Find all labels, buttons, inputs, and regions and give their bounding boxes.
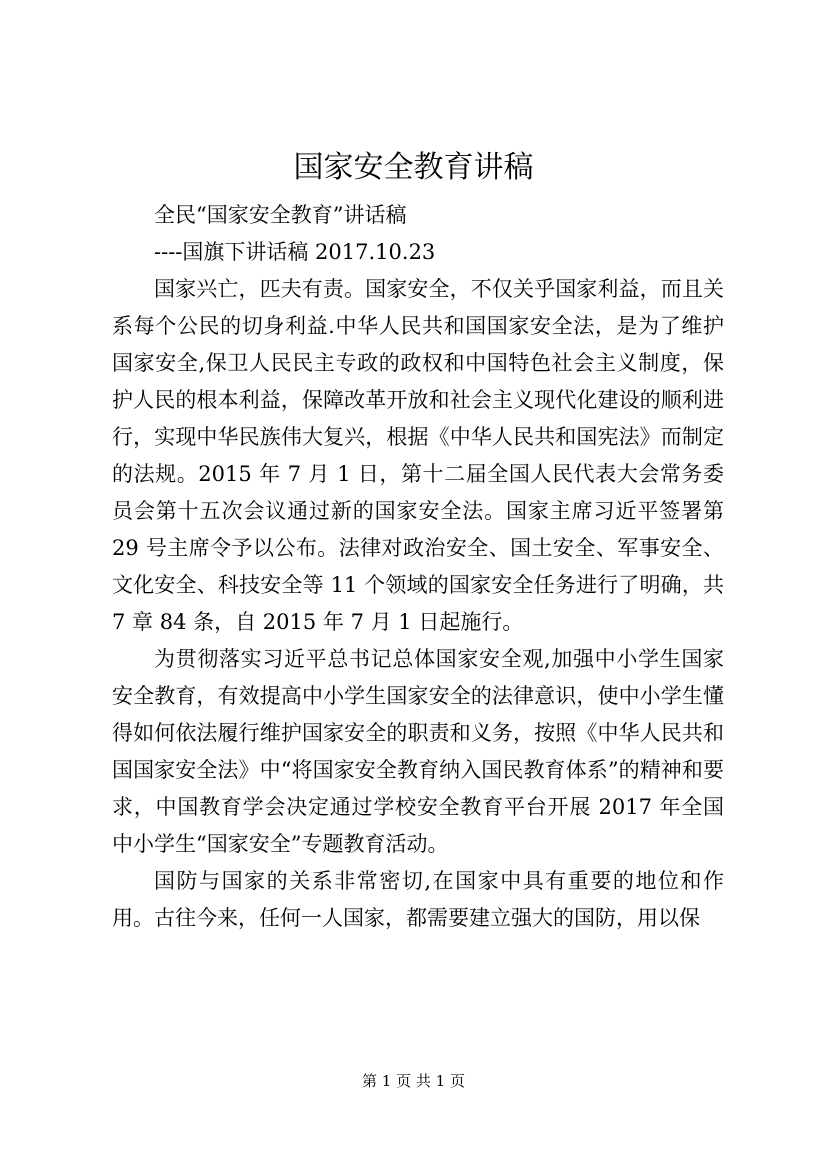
paragraph-1: 国家兴亡，匹夫有责。国家安全，不仅关乎国家利益，而且关系每个公民的切身利益.中华人民共和国国家安全法，是为了维护国家安全,保卫人民民主专政的政权和中国特色社会主义制度，保护人民的根本利益，保障改革开放和社会主义现代化建设的顺利进行，实现中华民族伟大复兴，根据《中华人民共和国宪法》而制定的法规。2015 年 7 月 1 日，第十二届全国人民代表大会常务委员会第十五次会议通过新的国家安全法。国家主席习近平签署第 29 号主席令予以公布。法律对政治安全、国土安全、军事安全、文化安全、科技安全等 11 个领域的国家安全任务进行了明确，共 7 章 84 条，自 2015 年 7 月 1 日起施行。 — [112, 277, 724, 634]
subtitle: 全民“国家安全教育”讲话稿 — [154, 203, 407, 227]
dateline: ----国旗下讲话稿 2017.10.23 — [154, 240, 436, 264]
document-title: 国家安全教育讲稿 — [293, 150, 534, 185]
document-body — [112, 197, 724, 937]
page-footer: 第 1 页 共 1 页 — [362, 1072, 465, 1090]
paragraph-2: 为贯彻落实习近平总书记总体国家安全观,加强中小学生国家安全教育，有效提高中小学生国家安全的法律意识，使中小学生懂得如何依法履行维护国家安全的职责和义务，按照《中华人民共和国国家安全法》中“将国家安全教育纳入国民教育体系”的精神和要求，中国教育学会决定通过学校安全教育平台开展 2017 年全国中小学生“国家安全”专题教育活动。 — [112, 647, 724, 856]
paragraph-3: 国防与国家的关系非常密切,在国家中具有重要的地位和作用。古往今来，任何一人国家，都需要建立强大的国防，用以保 — [112, 869, 724, 930]
